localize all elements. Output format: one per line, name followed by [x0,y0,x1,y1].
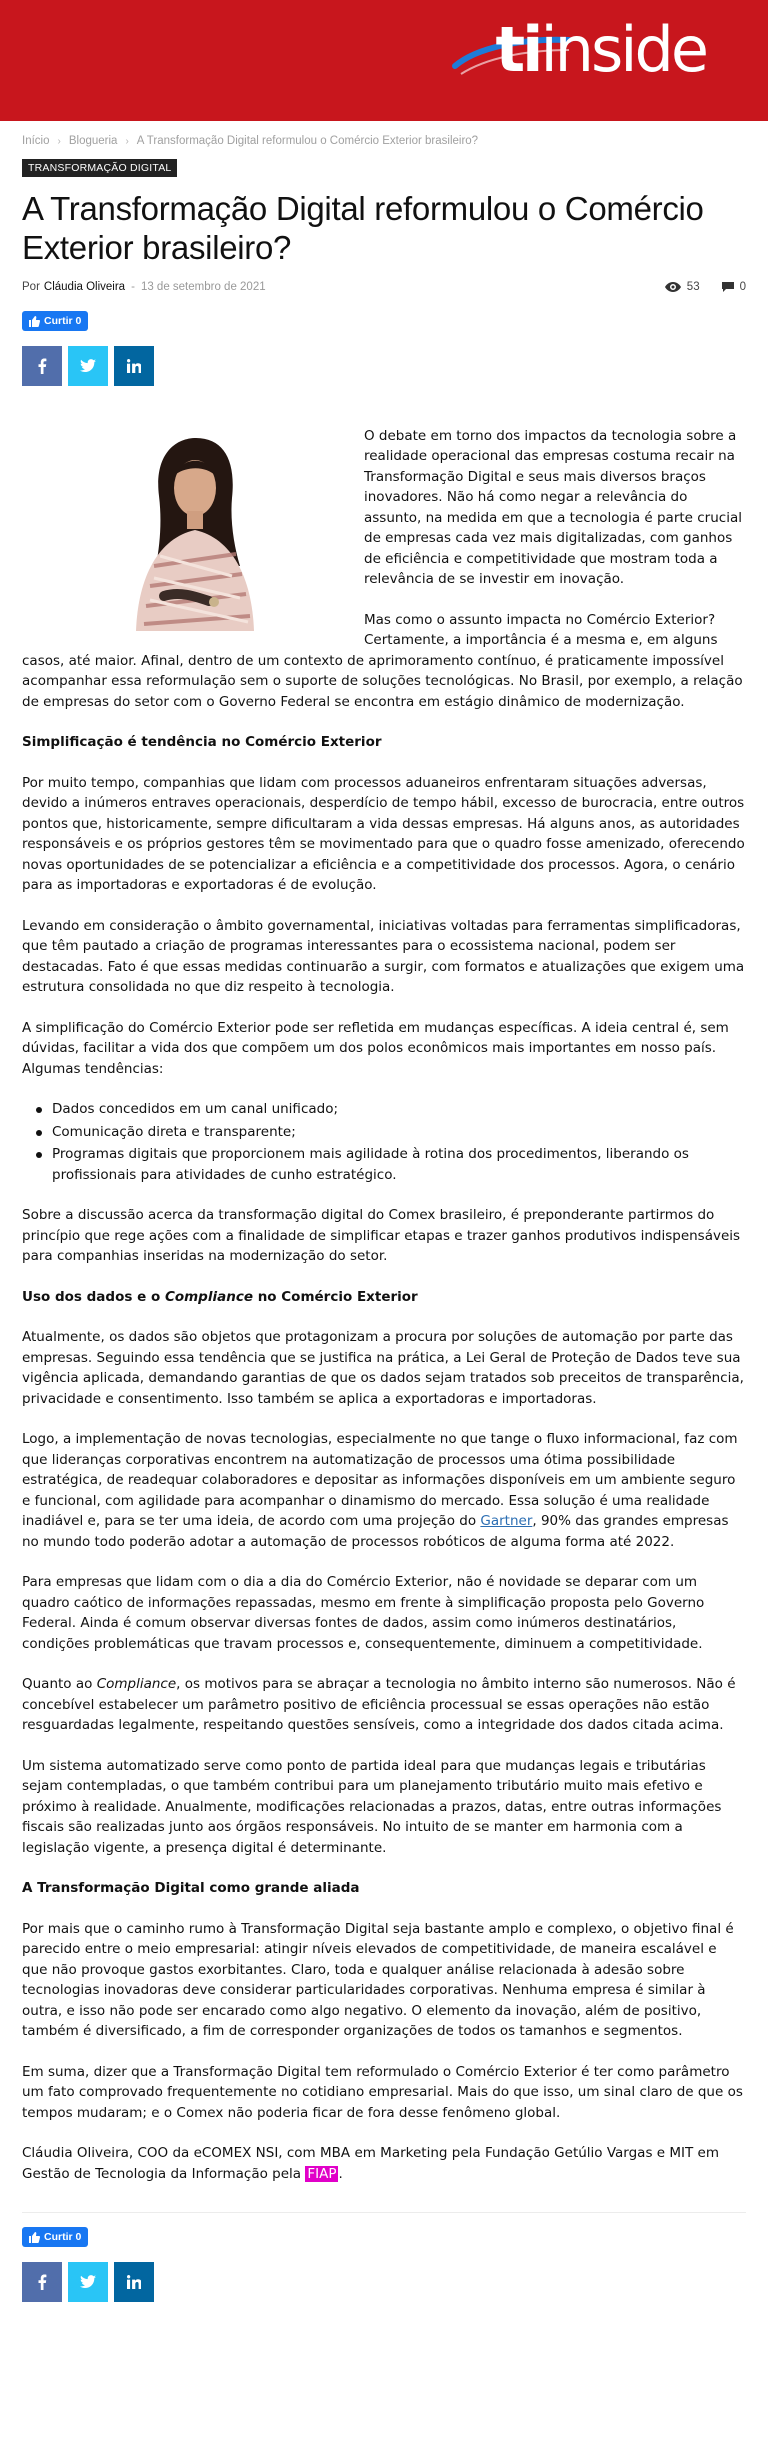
page-title: A Transformação Digital reformulou o Comércio Exterior brasileiro? [22,190,704,266]
views-value: 53 [686,281,700,293]
paragraph-text: . [338,2165,343,2182]
breadcrumb-home[interactable]: Início [22,135,50,147]
share-buttons-top [22,346,746,386]
list-item: Dados concedidos em um canal unificado; [42,1099,746,1120]
facebook-like-button-bottom[interactable] [22,2227,88,2247]
section-heading: A Transformação Digital como grande aliada [22,1880,360,1896]
like-label: Curtir 0 [44,315,82,327]
heading-part: Uso dos dados e o [22,1288,161,1305]
article-paragraph: Para empresas que lidam com o dia a dia do Comércio Exterior, não é novidade se deparar com um quadro caótico de informações repassadas, mesmo em frente à simplificação proposta pelo Governo Federal. Ainda é comum observar diversas fontes de dados, assim como inúmeros destinatários, condições problemáticas que travam processos e, consequentemente, diminuem a competitividade. [22,1574,705,1652]
views-count [665,281,700,293]
linkedin-icon [127,359,141,373]
article-paragraph: Por mais que o caminho rumo à Transformação Digital seja bastante amplo e complexo, o objetivo final é parecido entre o meio empresarial: atingir níveis elevados de competitividade, de maneira escalável e que não provoque gastos exorbitantes. Claro, toda e qualquer análise relacionada à adesão sobre tecnologias inovadoras deve considerar particularidades corporativas. Nenhuma empresa é similar à outra, e isso não pode ser encarado como algo negativo. O elemento da inovação, além de positivo, também é diversificado, a fim de corresponder organizações de todos os tamanhos e segmentos. [22,1920,734,2039]
logo-wordmark [496,14,706,86]
breadcrumb-blogueria[interactable]: Blogueria [68,135,118,147]
chevron-right-icon: › [125,135,129,147]
trends-list [42,1099,746,1185]
like-label: Curtir 0 [44,2231,82,2243]
author-portrait-image [64,426,324,631]
comment-icon [722,282,734,292]
chevron-right-icon: › [57,135,61,147]
article-paragraph: Por muito tempo, companhias que lidam com processos aduaneiros enfrentaram situações adversas, devido a inúmeros entraves operacionais, desperdício de tempo hábil, excesso de burocracia, entre outros pontos que, historicamente, sempre dificultaram a vida dessas empresas. Há alguns anos, as autoridades responsáveis e os próprios gestores têm se movimentado para que o quadro fosse amenizado, oferecendo novas oportunidades de se potencializar a eficiência e a competitividade dos processos. Agora, o cenário para as importadoras e exportadoras é de evolução. [22,774,745,893]
article-paragraph [22,1429,746,1552]
author-link[interactable]: Cláudia Oliveira [43,281,126,293]
main-content [0,135,768,2328]
category-tag[interactable]: TRANSFORMAÇÃO DIGITAL [22,159,177,177]
site-header [0,0,768,121]
comments-value: 0 [739,281,746,293]
section-heading [22,1287,746,1308]
divider [22,2212,746,2213]
post-date: 13 de setembro de 2021 [140,281,266,293]
author-photo [64,426,324,631]
share-facebook-button[interactable] [22,2262,62,2302]
share-linkedin-button[interactable] [114,346,154,386]
paragraph-text: Logo, a implementação de novas tecnologias, especialmente no que tange o fluxo informacional, faz com que lideranças corporativas encontrem na automatização de processos uma ótima possibilidade estratégica, de readequar colaboradores e depositar as informações disponíveis em um ambiente seguro e funcional, com agilidade para acompanhar o dinamismo do mercado. Essa solução é uma realidade inadiável e, para se ter uma ideia, de acordo com uma projeção do [22,1431,738,1529]
article-paragraph: Levando em consideração o âmbito governamental, iniciativas voltadas para ferramentas simplificadoras, que têm pautado a criação de programas interessantes para o ecossistema nacional, podem ser destacadas. Fato é que essas medidas continuarão a surgir, com formatos e atualizações que exigem uma estrutura consolidada no que diz respeito à tecnologia. [22,917,745,995]
article-paragraph: Sobre a discussão acerca da transformação digital do Comex brasileiro, é preponderante partirmos do princípio que rege ações com a finalidade de simplificar etapas e trazer ganhos produtivos indispensáveis para companhias inseridas na modernização do setor. [22,1207,741,1264]
section-heading: Simplificação é tendência no Comércio Exterior [22,734,382,750]
thumbs-up-icon [29,316,40,327]
breadcrumb [22,135,746,147]
article-paragraph: Atualmente, os dados são objetos que protagonizam a procura por soluções de automação por parte das empresas. Seguindo essa tendência que se justifica na prática, a Lei Geral de Proteção de Dados teve sua vigência aplicada, demandando garantias de que os dados sejam tratados sob preceitos de transparência, privacidade e consentimento. Isso também se aplica a exportadoras e importadoras. [22,1329,744,1407]
share-buttons-bottom [22,2262,746,2302]
list-item: Programas digitais que proporcionem mais agilidade à rotina dos procedimentos, liberando os profissionais para atividades de cunho estratégico. [42,1144,746,1185]
share-facebook-button[interactable] [22,346,62,386]
gartner-link[interactable]: Gartner [480,1513,533,1529]
linkedin-icon [127,2275,141,2289]
article-paragraph: Mas como o assunto impacta no Comércio Exterior? Certamente, a importância é a mesma e, em alguns casos, até maior. Afinal, dentro de um contexto de aprimoramento contínuo, é praticamente impossível acompanhar essa reformulação sem o suporte de soluções tecnológicas. No Brasil, por exemplo, a relação de empresas do setor com o Governo Federal se encontra em estágio dinâmico de modernização. [22,611,743,710]
author-bio [22,2143,746,2184]
logo-light-text: inside [540,13,706,86]
facebook-icon [37,2274,47,2290]
post-meta [22,281,746,293]
article-paragraph: A simplificação do Comércio Exterior pode ser refletida em mudanças específicas. A ideia central é, sem dúvidas, facilitar a vida dos que compõem um dos polos econômicos mais importantes em nosso país. Algumas tendências: [22,1019,729,1077]
heading-emphasis: Compliance [164,1288,253,1305]
date-separator: - [131,281,135,293]
twitter-icon [80,2275,96,2289]
share-linkedin-button[interactable] [114,2262,154,2302]
paragraph-emphasis: Compliance [96,1676,177,1692]
breadcrumb-current[interactable]: A Transformação Digital reformulou o Comércio Exterior brasileiro? [136,135,479,147]
fiap-highlight: FIAP [307,2165,337,2182]
facebook-icon [37,358,47,374]
post-stats [665,281,746,293]
article-paragraph [22,1674,746,1736]
facebook-like-button[interactable] [22,311,88,331]
share-twitter-button[interactable] [68,346,108,386]
article-paragraph: Um sistema automatizado serve como ponto de partida ideal para que mudanças legais e tributárias sejam contempladas, o que também contribui para um planejamento tributário muito mais efetivo e próximo à realidade. Anualmente, modificações relacionadas a prazos, datas, entre outras informações fiscais são realizadas junto aos órgãos responsáveis. No intuito de se manter em harmonia com a legislação vigente, a presença digital é determinante. [22,1757,722,1856]
list-item: Comunicação direta e transparente; [42,1122,746,1143]
site-logo[interactable] [451,14,706,86]
page-bottom-spacer [22,2302,746,2328]
paragraph-text: , 90% das grandes empresas no mundo todo poderão adotar a automação de processos robóticos de alguma forma até 2022. [22,1513,729,1550]
share-twitter-button[interactable] [68,2262,108,2302]
heading-part: no Comércio Exterior [257,1288,418,1305]
article-body [22,426,746,2185]
logo-bold-text: ti [495,13,541,86]
paragraph-text: , os motivos para se abraçar a tecnologia no âmbito interno são numerosos. Não é concebível estabelecer um parâmetro positivo de eficiência processual se essas operações não estão resguardadas legalmente, respeitando questões sensíveis, como a integridade dos dados citada acima. [22,1676,736,1733]
paragraph-text: Quanto ao [22,1676,93,1692]
thumbs-up-icon [29,2232,40,2243]
article-paragraph: Em suma, dizer que a Transformação Digital tem reformulado o Comércio Exterior é ter como parâmetro um fato comprovado frequentemente no cotidiano empresarial. Mais do que isso, um sinal claro de que os tempos mudaram; e o Comex não poderia ficar de fora desse fenômeno global. [22,2063,743,2121]
by-label: Por [22,281,40,293]
article-paragraph: O debate em torno dos impactos da tecnologia sobre a realidade operacional das empresas costuma recair na Transformação Digital e seus mais diversos braços inovadores. Não há como negar a relevância do assunto, na medida em que a tecnologia é parte crucial de empresas cada vez mais digitalizadas, com ganhos de eficiência e competitividade que mostram toda a relevância de se investir em inovação. [364,427,742,587]
paragraph-text: Cláudia Oliveira, COO da eCOMEX NSI, com MBA em Marketing pela Fundação Getúlio Vargas e MIT em Gestão de Tecnologia da Informação pela [22,2145,720,2182]
twitter-icon [80,359,96,373]
eye-icon [665,282,681,292]
comments-count[interactable] [722,281,746,293]
